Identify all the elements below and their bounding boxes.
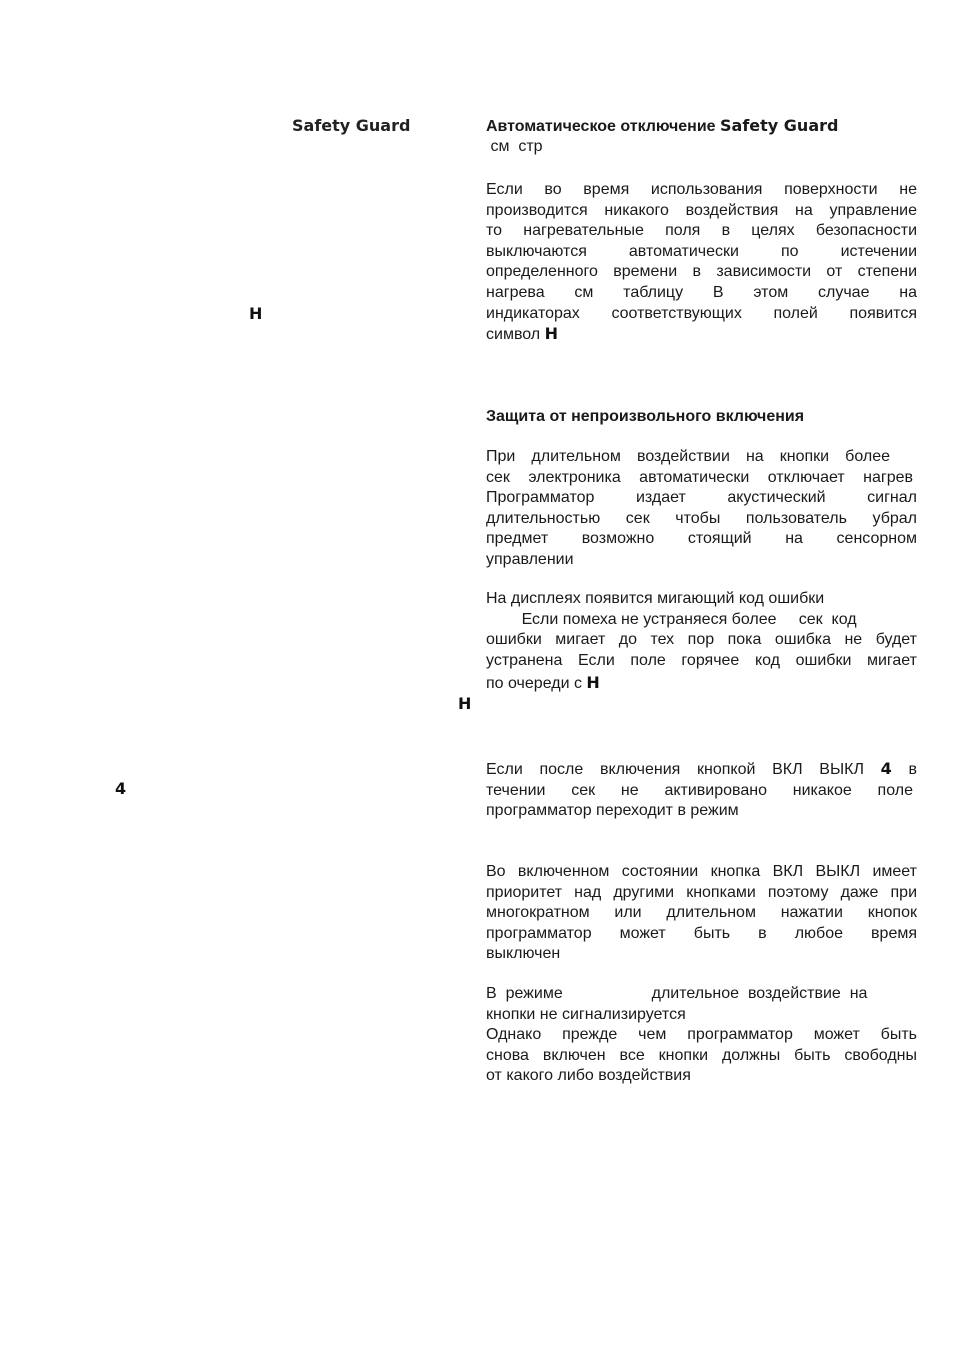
symbol-h: H bbox=[544, 324, 558, 344]
text-line: многократном или длительном нажатии кнопок bbox=[486, 904, 917, 922]
text-line: Однако прежде чем программатор может быть bbox=[486, 1026, 917, 1044]
text-fragment: Если после включения кнопкой ВКЛ ВЫКЛ bbox=[486, 761, 881, 778]
text-fragment: по очереди с bbox=[486, 675, 587, 693]
symbol-4: 4 bbox=[880, 759, 892, 778]
symbol-h: H bbox=[586, 673, 600, 693]
text-fragment: символ bbox=[486, 326, 545, 344]
text-line: снова включен все кнопки должны быть свободны bbox=[486, 1046, 917, 1064]
section-heading bbox=[486, 116, 917, 137]
margin-symbol-h: H bbox=[249, 304, 263, 323]
heading-text: Автоматическое отключение bbox=[486, 118, 721, 135]
text-line bbox=[486, 324, 917, 346]
margin-symbol-4: 4 bbox=[115, 779, 127, 798]
text-line: программатор переходит в режим bbox=[486, 802, 739, 820]
text-line: производится никакого воздействия на управление bbox=[486, 201, 917, 219]
text-line: приоритет над другими кнопками поэтому даже при bbox=[486, 883, 917, 901]
section-safety-guard bbox=[486, 116, 917, 158]
text-line: выключаются автоматически по истечении bbox=[486, 242, 917, 260]
text-line: определенного времени в зависимости от степени bbox=[486, 263, 917, 281]
text-line: от какого либо воздействия bbox=[486, 1067, 691, 1085]
text-line bbox=[486, 759, 917, 781]
text-line: то нагревательные поля в целях безопасности bbox=[486, 222, 917, 240]
text-line: управлении bbox=[486, 550, 574, 568]
paragraph-protection-1 bbox=[486, 447, 917, 571]
text-line: На дисплеях появится мигающий код ошибки bbox=[486, 590, 825, 607]
text-line: сек электроника автоматически отключает нагрев bbox=[486, 468, 913, 486]
margin-symbol-h-2: H bbox=[458, 694, 472, 713]
text-line: ошибки мигает до тех пор пока ошибка не будет bbox=[486, 631, 917, 649]
page-reference: см стр bbox=[486, 138, 543, 155]
section-heading-protection: Защита от непроизвольного включения bbox=[486, 408, 805, 425]
text-line: нагрева см таблицу В этом случае на bbox=[486, 283, 917, 301]
paragraph-mode bbox=[486, 984, 917, 1087]
text-line: Во включенном состоянии кнопка ВКЛ ВЫКЛ имеет bbox=[486, 863, 917, 880]
paragraph-auto-off bbox=[486, 180, 917, 346]
text-line: устранена Если поле горячее код ошибки мигает bbox=[486, 651, 917, 669]
text-line: течении сек не активировано никакое поле bbox=[486, 781, 913, 799]
heading-brand: Safety Guard bbox=[720, 116, 839, 135]
text-line: кнопки не сигнализируется bbox=[486, 1005, 686, 1023]
text-line: Программатор издает акустический сигнал bbox=[486, 489, 917, 507]
text-line bbox=[486, 673, 917, 695]
text-line: программатор может быть в любое время bbox=[486, 924, 917, 942]
text-line: предмет возможно стоящий на сенсорном bbox=[486, 530, 917, 548]
text-line: длительностью сек чтобы пользователь убрал bbox=[486, 509, 917, 527]
text-line: Если помеха не устраняеся более сек код bbox=[486, 610, 857, 628]
paragraph-standby bbox=[486, 759, 917, 822]
paragraph-priority bbox=[486, 862, 917, 965]
text-line: Если во время использования поверхности не bbox=[486, 181, 917, 198]
text-fragment: в bbox=[891, 761, 917, 778]
paragraph-protection-2 bbox=[486, 589, 917, 695]
text-line: индикаторах соответствующих полей появится bbox=[486, 304, 917, 322]
text-line: В режиме длительное воздействие на bbox=[486, 985, 868, 1002]
text-line: При длительном воздействии на кнопки более bbox=[486, 448, 890, 465]
text-line: выключен bbox=[486, 945, 561, 963]
margin-safety-guard: Safety Guard bbox=[292, 116, 411, 135]
